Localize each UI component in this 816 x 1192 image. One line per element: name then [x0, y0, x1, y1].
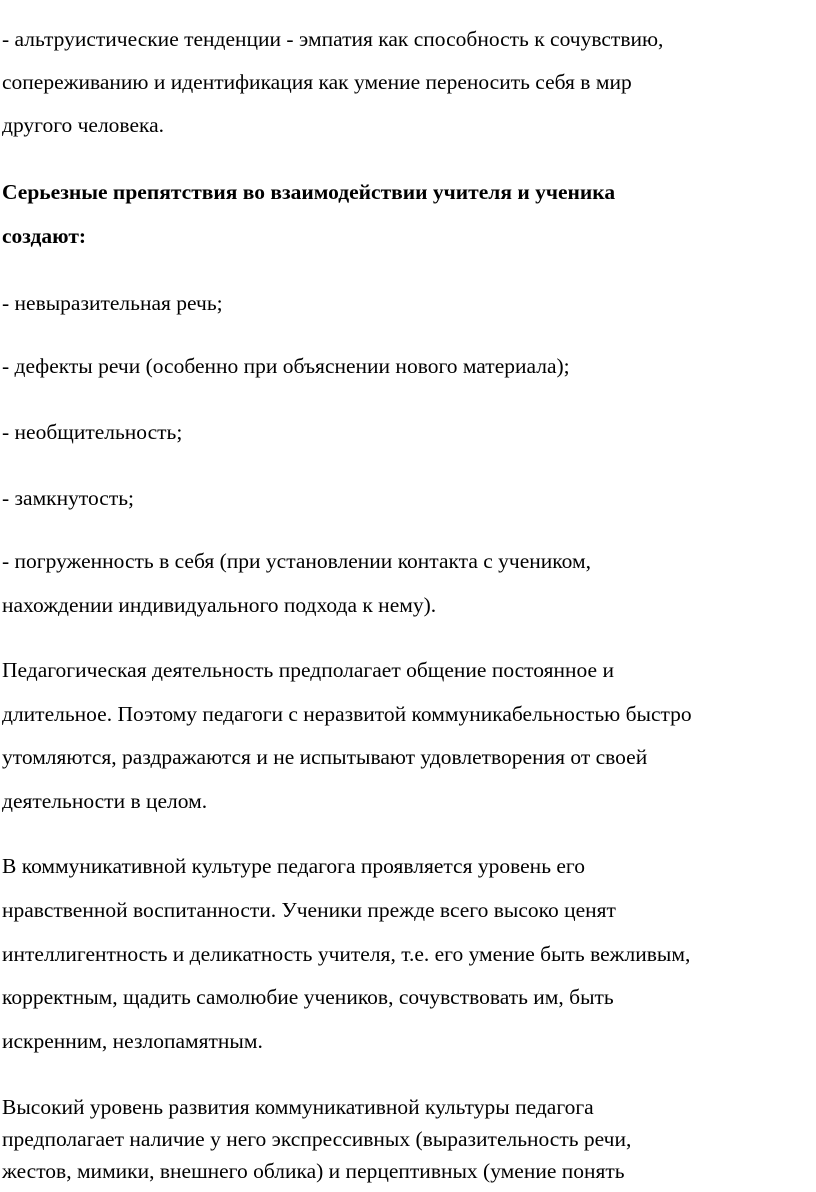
paragraph-line: длительное. Поэтому педагоги с неразвитой коммуникабельностью быстро	[2, 702, 692, 726]
paragraph-line: интеллигентность и деликатность учителя, т.е. его умение быть вежливым,	[2, 942, 691, 966]
paragraph-line: утомляются, раздражаются и не испытывают удовлетворения от своей	[2, 745, 648, 769]
paragraph-line: жестов, мимики, внешнего облика) и перцептивных (умение понять	[2, 1159, 625, 1183]
list-item: - замкнутость;	[2, 486, 134, 510]
paragraph-line: корректным, щадить самолюбие учеников, сочувствовать им, быть	[2, 985, 614, 1009]
paragraph-line: - альтруистические тенденции - эмпатия как способность к сочувствию,	[2, 27, 664, 51]
paragraph-line: сопереживанию и идентификация как умение переносить себя в мир	[2, 70, 632, 94]
paragraph-line: другого человека.	[2, 113, 165, 137]
list-item: - невыразительная речь;	[2, 291, 223, 315]
paragraph-line: Высокий уровень развития коммуникативной культуры педагога	[2, 1095, 594, 1119]
paragraph-line: В коммуникативной культуре педагога проявляется уровень его	[2, 854, 585, 878]
section-heading: Серьезные препятствия во взаимодействии учителя и ученика	[2, 180, 616, 204]
paragraph-line: нравственной воспитанности. Ученики прежде всего высоко ценят	[2, 898, 616, 922]
section-heading: создают:	[2, 224, 87, 248]
list-item: - погруженность в себя (при установлении контакта с учеником,	[2, 549, 591, 573]
list-item: нахождении индивидуального подхода к нему).	[2, 593, 437, 617]
list-item: - дефекты речи (особенно при объяснении нового материала);	[2, 354, 570, 378]
paragraph-line: деятельности в целом.	[2, 789, 208, 813]
paragraph-line: искренним, незлопамятным.	[2, 1029, 263, 1053]
paragraph-line: предполагает наличие у него экспрессивных (выразительность речи,	[2, 1127, 632, 1151]
list-item: - необщительность;	[2, 420, 183, 444]
paragraph-line: Педагогическая деятельность предполагает общение постоянное и	[2, 658, 614, 682]
